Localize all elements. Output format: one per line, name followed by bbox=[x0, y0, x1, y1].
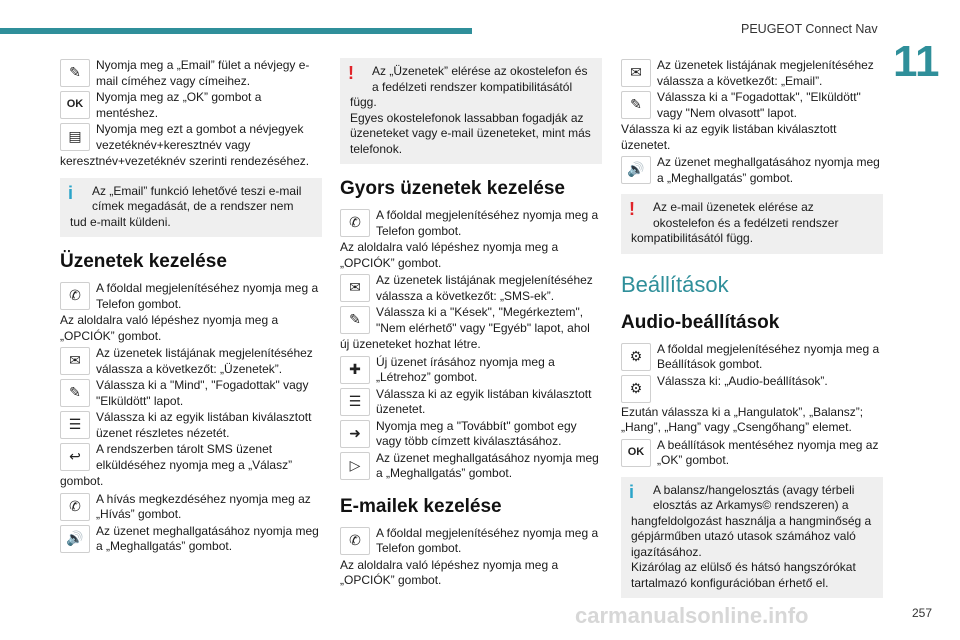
step-text: Nyomja meg ezt a gombot a névjegyek vezetéknév+keresztnév vagy bbox=[96, 122, 304, 152]
sms-icon: ✉ bbox=[340, 274, 370, 302]
step-continuation: Válassza ki az egyik listában kiválasztott üzenetet. bbox=[621, 122, 837, 152]
step-row bbox=[621, 342, 883, 373]
step-continuation: Az aloldalra való lépéshez nyomja meg a „OPCIÓK” gombot. bbox=[340, 240, 559, 270]
step-text: Az üzenet meghallgatásához nyomja meg a „Meghallgatás” gombot. bbox=[657, 155, 880, 185]
chapter-heading: Beállítások bbox=[621, 271, 729, 297]
header-bar bbox=[0, 28, 472, 34]
step-text: Válassza ki az egyik listában kiválasztott üzenetet. bbox=[376, 386, 592, 416]
header-title: PEUGEOT Connect Nav bbox=[741, 22, 878, 36]
step-row bbox=[60, 492, 322, 523]
step-row bbox=[340, 208, 602, 239]
page-number: 257 bbox=[912, 606, 933, 620]
column-2 bbox=[340, 58, 602, 591]
step-row bbox=[60, 90, 322, 121]
step-row bbox=[621, 90, 883, 121]
message-detail-icon: ☰ bbox=[60, 411, 90, 439]
step-continuation: Az aloldalra való lépéshez nyomja meg a „OPCIÓK” gombot. bbox=[340, 557, 559, 587]
step-text: Nyomja meg a "Továbbít" gombot egy vagy több címzett kiválasztásához. bbox=[376, 418, 577, 448]
step-row bbox=[340, 355, 602, 386]
section-heading: Üzenetek kezelése bbox=[60, 251, 227, 272]
note-text: függ. bbox=[350, 95, 377, 109]
phone-icon: ✆ bbox=[340, 527, 370, 555]
step-text: Válassza ki a "Mind", "Fogadottak" vagy "Elküldött" lapot. bbox=[96, 378, 309, 408]
contact-card-icon: ▤ bbox=[60, 123, 90, 151]
step-row bbox=[621, 58, 883, 89]
step-text: A hívás megkezdéséhez nyomja meg az „Hívás” gombot. bbox=[96, 491, 311, 521]
warning-note bbox=[340, 58, 602, 164]
section-heading: E-mailek kezelése bbox=[340, 495, 502, 517]
step-row bbox=[60, 378, 322, 409]
step-row bbox=[621, 438, 883, 469]
step-text: Válassza ki az egyik listában kiválasztott üzenet részletes nézetét. bbox=[96, 410, 312, 440]
info-icon: i bbox=[629, 481, 635, 502]
step-row bbox=[340, 273, 602, 304]
note-text: Egyes okostelefonok lassabban fogadják az üzeneteket vagy e-mail üzeneteket, mint más telefonok. bbox=[350, 110, 591, 156]
ok-icon: OK bbox=[621, 439, 651, 467]
pencil-icon: ✎ bbox=[60, 379, 90, 407]
section-heading: Audio-beállítások bbox=[621, 311, 780, 333]
phone-icon: ✆ bbox=[60, 282, 90, 310]
step-text: A főoldal megjelenítéséhez nyomja meg a Beállítások gombot. bbox=[657, 341, 880, 371]
step-row bbox=[60, 281, 322, 312]
step-text: Új üzenet írásához nyomja meg a „Létrehoz” gombot. bbox=[376, 354, 555, 384]
step-row bbox=[60, 524, 322, 555]
note-text: Kizárólag az elülső és hátsó hangszórókat tartalmazó konfigurációban érhető el. bbox=[631, 560, 856, 590]
reply-icon: ↩ bbox=[60, 443, 90, 471]
step-row bbox=[340, 305, 602, 336]
step-row bbox=[340, 526, 602, 557]
note-text: kompatibilitásától függ. bbox=[631, 231, 754, 245]
new-message-icon: ✚ bbox=[340, 356, 370, 384]
audio-settings-icon: ⚙ bbox=[621, 375, 651, 403]
column-1 bbox=[60, 58, 322, 556]
call-icon: ✆ bbox=[60, 493, 90, 521]
section-heading: Gyors üzenetek kezelése bbox=[340, 178, 565, 199]
step-text: Válassza ki a "Fogadottak", "Elküldött" vagy "Nem olvasott" lapot. bbox=[657, 90, 861, 120]
step-text: Nyomja meg a „Email” fület a névjegy e-mail címéhez vagy címeihez. bbox=[96, 58, 310, 88]
step-row bbox=[340, 419, 602, 450]
step-continuation: gombot. bbox=[60, 474, 104, 488]
step-continuation: új üzeneteket hozhat létre. bbox=[340, 337, 481, 351]
step-text: A főoldal megjelenítéséhez nyomja meg a Telefon gombot. bbox=[96, 281, 319, 311]
pencil-icon: ✎ bbox=[60, 59, 90, 87]
note-text: Az „Email” funkció lehetővé teszi e-mail címek megadását, de a rendszer nem bbox=[92, 183, 302, 213]
step-continuation: Az aloldalra való lépéshez nyomja meg a „OPCIÓK” gombot. bbox=[60, 313, 279, 343]
ok-icon: OK bbox=[60, 91, 90, 119]
step-row bbox=[340, 451, 602, 482]
step-text: Az üzenetek listájának megjelenítéséhez válassza a következőt: „SMS-ek”. bbox=[376, 273, 593, 303]
email-icon: ✉ bbox=[621, 59, 651, 87]
step-row bbox=[60, 122, 322, 153]
warning-note bbox=[621, 194, 883, 254]
step-row bbox=[60, 58, 322, 89]
play-icon: ▷ bbox=[340, 452, 370, 480]
warning-icon: ! bbox=[348, 63, 354, 83]
step-row bbox=[60, 442, 322, 473]
pencil-icon: ✎ bbox=[340, 306, 370, 334]
gear-icon: ⚙ bbox=[621, 343, 651, 371]
step-text: Az üzenetek listájának megjelenítéséhez válassza a következőt: „Email”. bbox=[657, 58, 874, 88]
watermark: carmanualsonline.info bbox=[575, 603, 809, 628]
step-text: A főoldal megjelenítéséhez nyomja meg a Telefon gombot. bbox=[376, 525, 599, 555]
step-text: A főoldal megjelenítéséhez nyomja meg a Telefon gombot. bbox=[376, 208, 599, 238]
info-note bbox=[60, 178, 322, 238]
step-row bbox=[621, 155, 883, 186]
step-row bbox=[60, 346, 322, 377]
note-text: Az „Üzenetek” elérése az okostelefon és a fedélzeti rendszer kompatibilitásától bbox=[372, 64, 588, 94]
chapter-number: 11 bbox=[893, 37, 940, 86]
speaker-icon: 🔊 bbox=[60, 525, 90, 553]
info-note bbox=[621, 477, 883, 599]
note-text: hangfeldolgozást használja a hangminőség a gépjárműben utazó utasok számához való igazításához. bbox=[631, 513, 872, 559]
step-row bbox=[340, 387, 602, 418]
step-text: Az üzenet meghallgatásához nyomja meg a „Meghallgatás” gombot. bbox=[96, 523, 319, 553]
info-icon: i bbox=[68, 182, 74, 203]
step-row bbox=[621, 374, 883, 404]
step-text: Válassza ki a "Kések", "Megérkeztem", "Nem elérhető" vagy "Egyéb" lapot, ahol bbox=[376, 305, 590, 335]
note-text: tud e-mailt küldeni. bbox=[70, 214, 171, 229]
column-3 bbox=[621, 58, 883, 608]
forward-icon: ➜ bbox=[340, 420, 370, 448]
note-text: Az e-mail üzenetek elérése az okostelefon és a fedélzeti rendszer bbox=[653, 200, 839, 230]
pencil-icon: ✎ bbox=[621, 91, 651, 119]
message-detail-icon: ☰ bbox=[340, 388, 370, 416]
step-continuation: keresztnév+vezetéknév szerinti rendezéséhez. bbox=[60, 154, 310, 168]
step-continuation: Ezután válassza ki a „Hangulatok”, „Balansz”; „Hang”, „Hang” vagy „Csengőhang” elemet. bbox=[621, 404, 864, 434]
step-text: Válassza ki: „Audio-beállítások”. bbox=[657, 373, 828, 388]
step-row bbox=[60, 410, 322, 441]
step-text: A beállítások mentéséhez nyomja meg az „OK” gombot. bbox=[657, 437, 879, 467]
speaker-icon: 🔊 bbox=[621, 156, 651, 184]
note-text: A balansz/hangelosztás (avagy térbeli elosztás az Arkamys© rendszeren) a bbox=[653, 482, 855, 512]
step-text: Az üzenet meghallgatásához nyomja meg a „Meghallgatás” gombot. bbox=[376, 450, 599, 480]
messages-icon: ✉ bbox=[60, 347, 90, 375]
warning-icon: ! bbox=[629, 199, 635, 219]
phone-icon: ✆ bbox=[340, 209, 370, 237]
step-text: Nyomja meg az „OK” gombot a mentéshez. bbox=[96, 90, 262, 120]
step-text: Az üzenetek listájának megjelenítéséhez válassza a következőt: „Üzenetek”. bbox=[96, 346, 313, 376]
step-text: A rendszerben tárolt SMS üzenet elküldéséhez nyomja meg a „Válasz” bbox=[96, 442, 293, 472]
